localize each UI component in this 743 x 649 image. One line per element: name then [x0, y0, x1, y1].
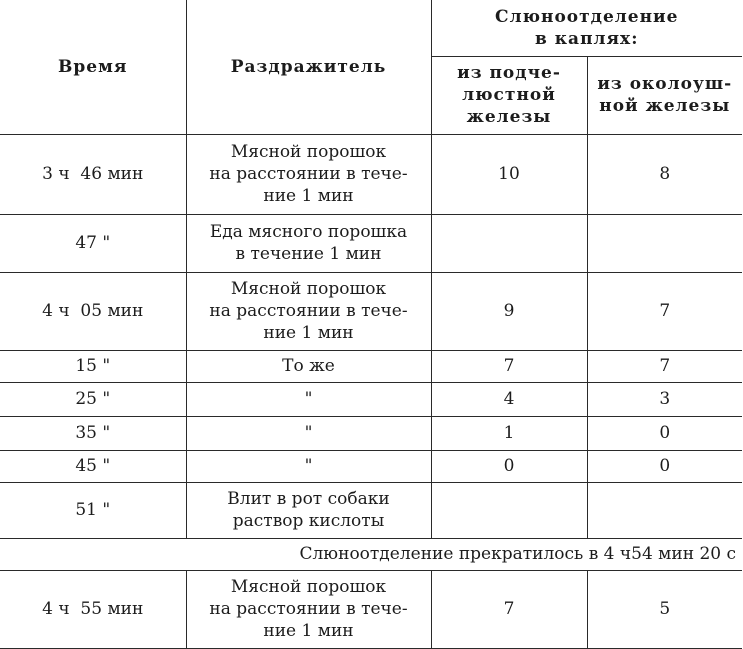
submandibular-cell: 1	[431, 416, 587, 450]
header-parotid-line-2: ной железы	[599, 96, 731, 116]
table-row	[0, 482, 742, 538]
header-salivation-group	[431, 0, 742, 56]
stimulus-line: на расстоянии в тече-	[209, 164, 408, 184]
stimulus-line: Еда мясного порошка	[209, 222, 408, 242]
stimulus-line: Мясной порошок	[230, 279, 387, 299]
time-cell: 15 "	[0, 350, 186, 382]
parotid-cell	[587, 214, 742, 272]
submandibular-cell: 0	[431, 450, 587, 482]
submandibular-cell	[431, 482, 587, 538]
stimulus-cell: То же	[186, 350, 431, 382]
table-row	[0, 214, 742, 272]
time-cell: 3 ч 46 мин	[0, 134, 186, 214]
stimulus-line: раствор кислоты	[232, 511, 385, 531]
table-row	[0, 272, 742, 350]
stimulus-line: на расстоянии в тече-	[209, 301, 408, 321]
stimulus-cell	[186, 214, 431, 272]
stimulus-line: ние 1 мин	[263, 186, 354, 206]
time-cell: 45 "	[0, 450, 186, 482]
submandibular-cell: 10	[431, 134, 587, 214]
table-row	[0, 450, 742, 482]
header-parotid-line-1: из околоуш-	[597, 74, 733, 94]
header-salivation-line-2: в каплях:	[535, 28, 639, 49]
stimulus-cell	[186, 482, 431, 538]
parotid-cell: 3	[587, 382, 742, 416]
stimulus-cell	[186, 134, 431, 214]
parotid-cell: 8	[587, 134, 742, 214]
stimulus-line: Мясной порошок	[230, 577, 387, 597]
table-row	[0, 382, 742, 416]
header-submandibular-line-1: из подче-	[457, 63, 561, 83]
parotid-cell: 7	[587, 350, 742, 382]
submandibular-cell: 9	[431, 272, 587, 350]
submandibular-cell: 7	[431, 350, 587, 382]
table-row	[0, 350, 742, 382]
stimulus-line: в течение 1 мин	[235, 244, 382, 264]
header-submandibular-line-3: железы	[466, 107, 552, 127]
table-row	[0, 134, 742, 214]
header-parotid	[587, 56, 742, 134]
time-cell: 35 "	[0, 416, 186, 450]
header-stimulus: Раздражитель	[186, 0, 431, 134]
header-submandibular	[431, 56, 587, 134]
table-row	[0, 570, 742, 648]
time-cell: 51 "	[0, 482, 186, 538]
parotid-cell	[587, 482, 742, 538]
time-cell: 4 ч 55 мин	[0, 570, 186, 648]
submandibular-cell: 4	[431, 382, 587, 416]
time-cell: 47 "	[0, 214, 186, 272]
stimulus-line: Влит в рот собаки	[227, 489, 390, 509]
parotid-cell: 7	[587, 272, 742, 350]
stimulus-cell: "	[186, 416, 431, 450]
stimulus-cell: "	[186, 382, 431, 416]
table-row	[0, 416, 742, 450]
stimulus-line: на расстоянии в тече-	[209, 599, 408, 619]
stimulus-cell	[186, 570, 431, 648]
time-cell: 4 ч 05 мин	[0, 272, 186, 350]
parotid-cell: 5	[587, 570, 742, 648]
header-salivation-line-1: Слюноотделение	[495, 6, 679, 27]
time-cell: 25 "	[0, 382, 186, 416]
header-time: Время	[0, 0, 186, 134]
parotid-cell: 0	[587, 450, 742, 482]
stimulus-cell: "	[186, 450, 431, 482]
stimulus-line: Мясной порошок	[230, 142, 387, 162]
note-row	[0, 538, 742, 570]
header-submandibular-line-2: люстной	[462, 85, 556, 105]
stimulus-line: ние 1 мин	[263, 323, 354, 343]
submandibular-cell	[431, 214, 587, 272]
salivation-stopped-note: Слюноотделение прекратилось в 4 ч54 мин 20 с	[0, 538, 742, 570]
stimulus-line: ние 1 мин	[263, 621, 354, 641]
parotid-cell: 0	[587, 416, 742, 450]
stimulus-cell	[186, 272, 431, 350]
submandibular-cell: 7	[431, 570, 587, 648]
